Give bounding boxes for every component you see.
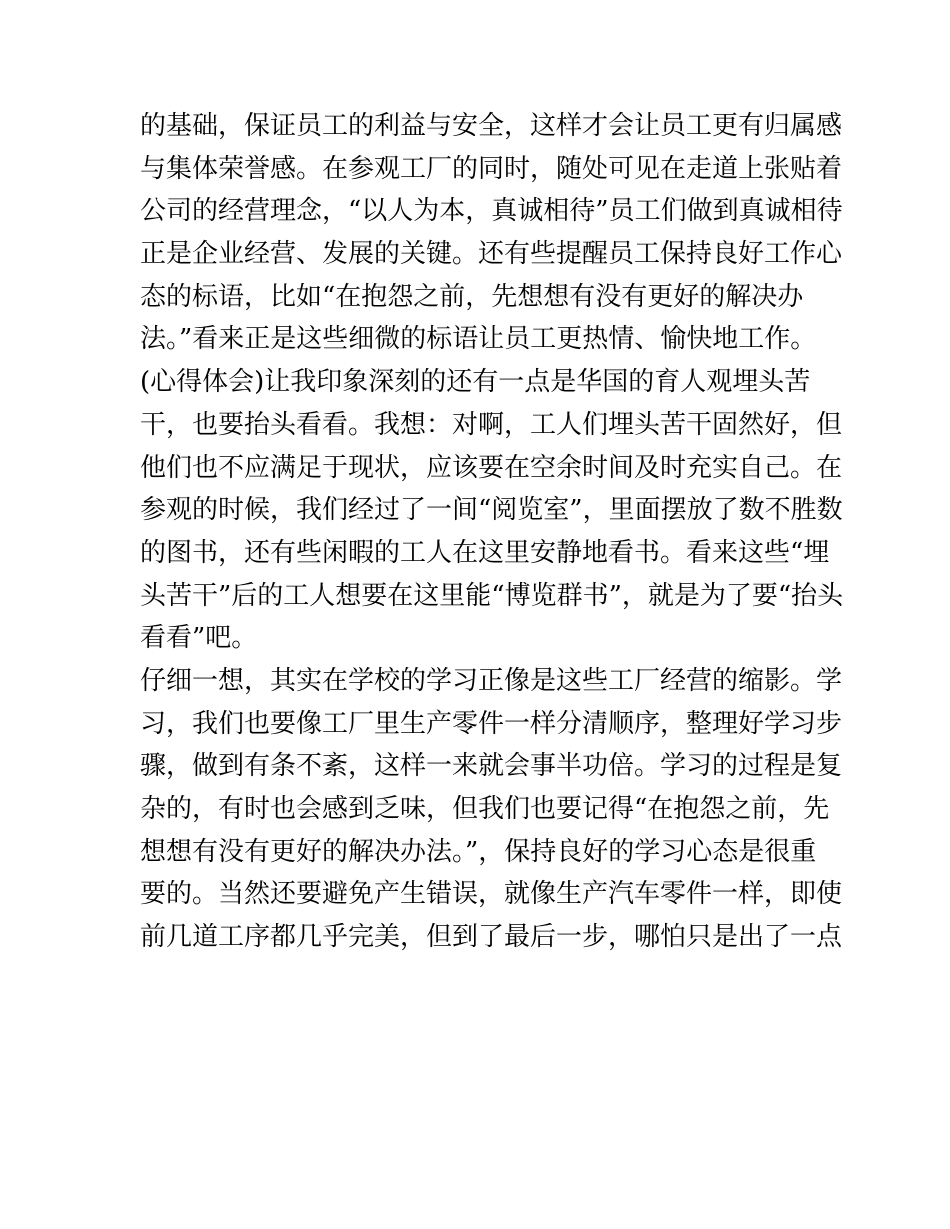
text-line: 正是企业经营、发展的关键。还有些提醒员工保持良好工作心	[140, 239, 843, 270]
text-line: 仔细一想，其实在学校的学习正像是这些工厂经营的缩影。学	[140, 665, 843, 696]
text-line: 前几道工序都几乎完美，但到了最后一步，哪怕只是出了一点	[140, 922, 843, 953]
text-line: 习，我们也要像工厂里生产零件一样分清顺序，整理好学习步	[140, 708, 843, 739]
text-line: 想想有没有更好的解决办法。”，保持良好的学习心态是很重	[140, 836, 817, 867]
text-line: 骤，做到有条不紊，这样一来就会事半功倍。学习的过程是复	[140, 751, 843, 782]
text-line: 干，也要抬头看看。我想：对啊，工人们埋头苦干固然好，但	[140, 409, 843, 440]
text-line: 的图书，还有些闲暇的工人在这里安静地看书。看来这些“埋	[140, 537, 830, 568]
text-line: 的基础，保证员工的利益与安全，这样才会让员工更有归属感	[140, 111, 843, 141]
text-line: 与集体荣誉感。在参观工厂的同时，随处可见在走道上张贴着	[140, 153, 843, 184]
text-line: 态的标语，比如“在抱怨之前，先想想有没有更好的解决办	[140, 281, 804, 312]
text-line: 要的。当然还要避免产生错误，就像生产汽车零件一样，即使	[140, 879, 843, 910]
text-line: 公司的经营理念，“以人为本，真诚相待”员工们做到真诚相待	[140, 196, 843, 227]
text-line: 参观的时候，我们经过了一间“阅览室”，里面摆放了数不胜数	[140, 495, 843, 526]
text-line: 他们也不应满足于现状，应该要在空余时间及时充实自己。在	[140, 452, 843, 483]
text-line: 法。”看来正是这些细微的标语让员工更热情、愉快地工作。	[140, 324, 817, 355]
text-line: 头苦干”后的工人想要在这里能“博览群书”，就是为了要“抬头	[140, 580, 844, 611]
text-line: (心得体会)让我印象深刻的还有一点是华国的育人观埋头苦	[140, 367, 811, 398]
text-line: 看看”吧。	[140, 623, 258, 654]
text-line: 杂的，有时也会感到乏味，但我们也要记得“在抱怨之前，先	[140, 794, 830, 824]
body-text	[140, 105, 844, 959]
